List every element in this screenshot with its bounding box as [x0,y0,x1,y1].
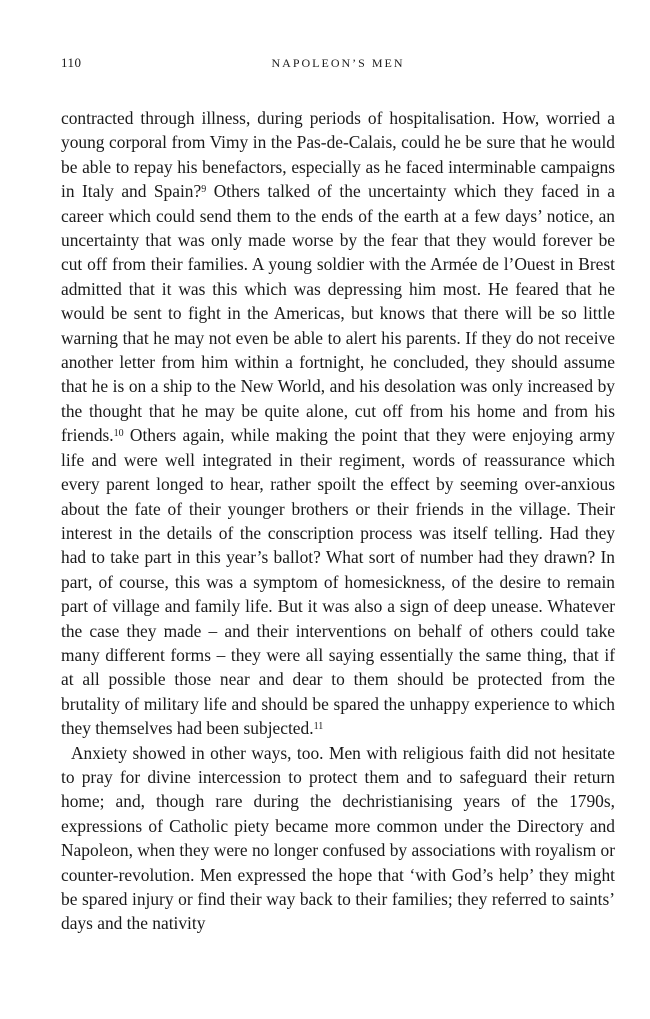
text-segment: Anxiety showed in other ways, too. Men with religious faith did not hesitate to pray for divine intercession to protect them and to safeguard their return home; and, though rare during the dechristianising years of the 1790s, expressions of Catholic piety became more common under the Directory and Napoleon, when they were no longer confused by associations with royalism or counter-revolution. Men expressed the hope that ‘with God’s help’ they might be spared injury or find their way back to their families; they referred to saints’ days and the nativity [61,742,615,934]
body-text [61,106,615,936]
text-segment: Others again, while making the point that they were enjoying army life and were well integrated in their regiment, words of reassurance which every parent longed to hear, rather spoilt the effect by seeming over-anxious about the fate of their younger brothers or their friends in the village. Their interest in the details of the conscription process was itself telling. Had they had to take part in this year’s ballot? What sort of number had they drawn? In part, of course, this was a symptom of homesickness, of the desire to remain part of village and family life. But it was also a sign of deep unease. Whatever the case they made – and their interventions on behalf of others could take many different forms – they were all saying essentially the same thing, that if at all possible those near and dear to them should be protected from the brutality of military life and should be spared the unhappy experience to which they themselves had been subjected. [61,425,615,739]
text-segment: Others talked of the uncertainty which they faced in a career which could send them to the ends of the earth at a few days’ notice, an uncertainty that was only made worse by the fear that they would forever be cut off from their families. A young soldier with the Armée de l’Ouest in Brest admitted that it was this which was depressing him most. He feared that he would be sent to fight in the Americas, but knows that there will be so little warning that he may not even be able to alert his parents. If they do not receive another letter from him within a fortnight, he concluded, they should assume that he is on a ship to the New World, and his desolation was only increased by the thought that he may be quite alone, cut off from his home and from his friends. [61,181,615,446]
book-page [61,52,615,936]
footnote-ref-10: 10 [113,428,124,440]
paragraph-2 [61,741,615,936]
paragraph-1 [61,106,615,741]
running-head [61,52,615,74]
footnote-ref-11: 11 [313,721,324,733]
page-number: 110 [61,55,82,70]
running-title: NAPOLEON’S MEN [271,56,405,70]
footnote-ref-9: 9 [201,184,207,196]
text-segment: contracted through illness, during periods of hospitalisation. How, worried a young corporal from Vimy in the Pas-de-Calais, could he be sure that he would be able to repay his benefactors, especially as he faced interminable campaigns in Italy and Spain? [61,108,615,202]
